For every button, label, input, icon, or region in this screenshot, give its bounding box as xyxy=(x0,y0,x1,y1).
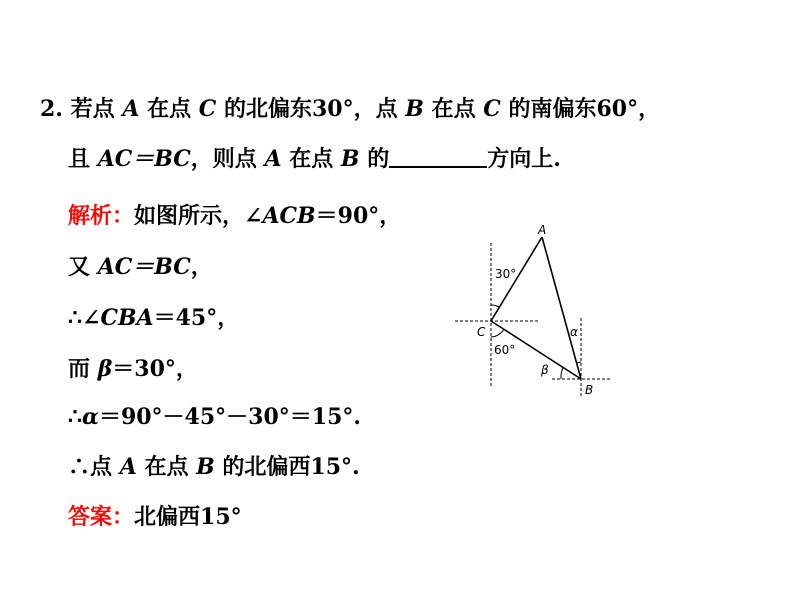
arc-beta xyxy=(561,368,563,379)
solution-line-5 xyxy=(68,402,361,432)
solution-line-3 xyxy=(68,303,239,333)
solution-text: ∴ xyxy=(68,404,82,430)
problem-text: 且 xyxy=(68,146,91,172)
figure-label-b: B xyxy=(585,383,594,397)
angle-value: 60° xyxy=(596,96,639,122)
solution-line-4 xyxy=(68,354,198,384)
point-a: A xyxy=(264,146,282,172)
solution-text: 又 xyxy=(68,254,91,280)
arc-60 xyxy=(491,329,504,337)
solution-line-6 xyxy=(68,452,360,482)
figure-label-30: 30° xyxy=(495,267,517,281)
solution-label: 解析： xyxy=(68,203,135,229)
solution-text: ＝30°， xyxy=(112,356,198,382)
point-b: B xyxy=(196,454,215,480)
solution-text: ∴∠ xyxy=(68,305,101,331)
answer-value: 北偏西15° xyxy=(134,504,242,530)
solution-text: ， xyxy=(190,254,213,280)
solution-line-1 xyxy=(68,201,401,231)
answer-blank xyxy=(389,146,487,168)
geometry-figure xyxy=(450,224,618,404)
point-a: A xyxy=(122,96,140,122)
solution-text: ＝45°， xyxy=(153,305,240,331)
problem-text: 方向上. xyxy=(487,146,561,172)
solution-line-2 xyxy=(68,252,213,282)
problem-text: 的 xyxy=(367,146,390,172)
point-a: A xyxy=(119,454,137,480)
figure-label-a: A xyxy=(538,224,547,237)
problem-text: 若点 xyxy=(70,96,115,122)
angle-value: 30° xyxy=(311,96,354,122)
solution-text: ＝90°－45°－30°＝15°. xyxy=(98,404,362,430)
problem-text: ，则点 xyxy=(190,146,257,172)
alpha-symbol: α xyxy=(82,404,99,430)
solution-text: ＝90°， xyxy=(315,203,402,229)
solution-text: 在点 xyxy=(144,454,189,480)
point-b: B xyxy=(340,146,360,172)
arc-30 xyxy=(491,305,499,307)
figure-label-alpha: α xyxy=(570,325,578,339)
problem-text: 在点 xyxy=(431,96,476,122)
equation: AC＝BC xyxy=(97,254,191,280)
point-b: B xyxy=(405,96,424,122)
problem-text: 在点 xyxy=(147,96,192,122)
solution-text: 如图所示，∠ xyxy=(134,203,263,229)
problem-text: 在点 xyxy=(289,146,334,172)
arc-alpha xyxy=(577,362,581,363)
problem-text: 的北偏东 xyxy=(223,96,312,122)
point-c: C xyxy=(483,96,501,122)
problem-text: 的南偏东 xyxy=(508,96,597,122)
solution-text: 的北偏西15°. xyxy=(222,454,360,480)
answer-line xyxy=(68,502,242,532)
problem-line-2 xyxy=(68,144,561,174)
answer-label: 答案： xyxy=(68,504,135,530)
angle-name: ACB xyxy=(262,203,316,229)
solution-text: ∴点 xyxy=(68,454,113,480)
beta-symbol: β xyxy=(97,356,113,382)
solution-text: 而 xyxy=(68,356,91,382)
figure-label-60: 60° xyxy=(494,343,516,357)
equation: AC＝BC xyxy=(97,146,191,172)
figure-label-c: C xyxy=(477,325,486,339)
problem-text: ，点 xyxy=(353,96,398,122)
figure-label-beta: β xyxy=(541,363,549,377)
problem-text: ， xyxy=(638,96,661,122)
point-c: C xyxy=(198,96,217,122)
angle-name: CBA xyxy=(100,305,154,331)
problem-number: 2. xyxy=(40,96,63,122)
problem-line-1 xyxy=(40,94,660,124)
